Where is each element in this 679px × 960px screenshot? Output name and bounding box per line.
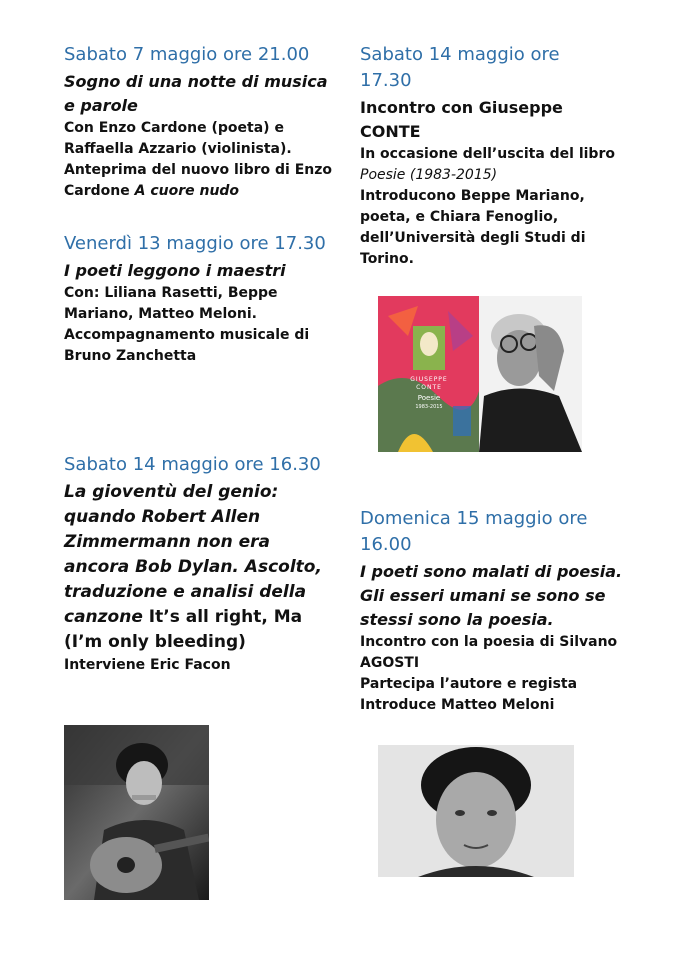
- event-4: [360, 42, 615, 270]
- event-4-title: Incontro con Giuseppe CONTE: [360, 98, 563, 141]
- book-cover-author: GIUSEPPE CONTE: [410, 376, 448, 391]
- event-3-line1: Interviene Eric Facon: [64, 657, 231, 673]
- conte-portrait-illustration: [479, 296, 582, 452]
- event-4-book: Poesie (1983-2015): [360, 167, 498, 183]
- bob-dylan-photo: [64, 725, 209, 900]
- event-1-book: A cuore nudo: [134, 183, 240, 199]
- event-4-line2: Introducono Beppe Mariano, poeta, e Chiara Fenoglio, dell’Università degli Studi di Torino.: [360, 188, 586, 267]
- event-5-line2: Partecipa l’autore e regista: [360, 676, 578, 692]
- event-3-title: [64, 480, 336, 655]
- event-4-line1: In occasione dell’uscita del libro: [360, 146, 615, 162]
- event-5-date: Domenica 15 maggio ore 16.00: [360, 508, 588, 555]
- event-2-title: I poeti leggono i maestri: [64, 261, 286, 280]
- event-3-date: Sabato 14 maggio ore 16.30: [64, 454, 321, 475]
- event-2-line1: Con: Liliana Rasetti, Beppe Mariano, Matteo Meloni.: [64, 285, 278, 322]
- conte-portrait: [479, 296, 582, 452]
- event-1-date: Sabato 7 maggio ore 21.00: [64, 44, 310, 65]
- event-5-title: I poeti sono malati di poesia. Gli esseri umani se sono se stessi sono la poesia.: [360, 562, 623, 629]
- event-1-line2-text: Anteprima del nuovo libro di Enzo Cardone: [64, 162, 332, 199]
- agosti-photo-illustration: [378, 745, 574, 877]
- event-5: [360, 506, 640, 716]
- event-3: [64, 452, 336, 676]
- event-4-date: Sabato 14 maggio ore 17.30: [360, 44, 560, 91]
- right-column: [360, 0, 660, 960]
- book-cover-title: Poesie: [417, 394, 441, 402]
- event-1-line2: [64, 160, 336, 202]
- event-2: [64, 231, 336, 367]
- event-1: [64, 42, 336, 202]
- event-3-title-a: La gioventù del genio: quando Robert Allen Zimmermann non era ancora Bob Dylan. Ascolto, traduzione e analisi della canzone: [64, 482, 322, 627]
- book-cover-years: 1983-2015: [415, 404, 443, 410]
- book-cover-art: [378, 296, 479, 452]
- bob-dylan-photo-illustration: [64, 725, 209, 900]
- event-5-line3: Introduce Matteo Meloni: [360, 697, 555, 713]
- agosti-photo: [378, 745, 574, 877]
- event-1-line1: Con Enzo Cardone (poeta) e Raffaella Azzario (violinista).: [64, 120, 292, 157]
- event-2-line2: Accompagnamento musicale di Bruno Zanchetta: [64, 327, 310, 364]
- event-3-song: It’s all right, Ma (I’m only bleeding): [64, 607, 303, 652]
- left-column: [64, 0, 336, 960]
- conte-photo-collage: [378, 296, 582, 452]
- event-2-date: Venerdì 13 maggio ore 17.30: [64, 233, 326, 254]
- event-1-title: Sogno di una notte di musica e parole: [64, 72, 328, 115]
- book-cover: [378, 296, 479, 452]
- event-5-line1: Incontro con la poesia di Silvano AGOSTI: [360, 634, 618, 671]
